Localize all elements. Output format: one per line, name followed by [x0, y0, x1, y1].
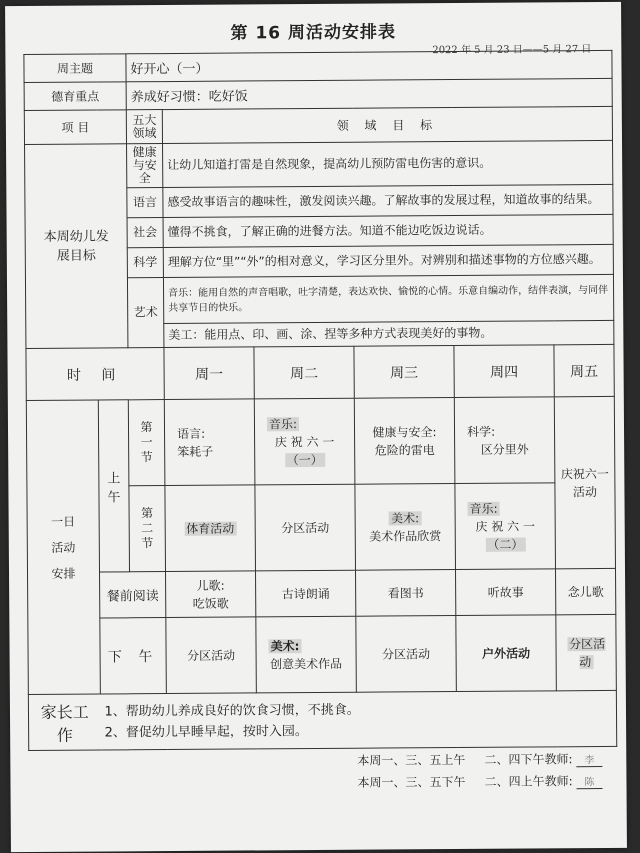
thu-p1-subject: 科学: — [467, 424, 496, 439]
tue-p2-topic: 分区活动 — [281, 520, 330, 535]
wed-p1-subject: 健康与安全: — [372, 424, 437, 440]
teacher-1-text2: 二、四下午教师: — [484, 752, 573, 767]
moral-label: 德育重点 — [24, 82, 126, 111]
wed-reading: 看图书 — [356, 570, 456, 617]
thu-p2-topic: 庆 祝 六 一 — [475, 518, 535, 534]
goal-society: 懂得不挑食，了解正确的进餐方法。知道不能边吃饭边说话。 — [163, 214, 613, 247]
wed-pm: 分区活动 — [356, 616, 457, 693]
schedule-table — [23, 50, 617, 751]
theme-label: 周主题 — [24, 54, 126, 83]
mon-p1-subject: 语言: — [177, 426, 206, 441]
theme-value: 好开心（一） — [126, 50, 612, 81]
fri-pm — [556, 614, 617, 690]
thu-p1 — [454, 397, 555, 484]
tue-p1-sub: （一） — [286, 452, 323, 467]
day-wednesday: 周三 — [354, 346, 454, 399]
fri-reading: 念儿歌 — [556, 568, 616, 614]
parent-items — [100, 690, 616, 750]
period-1-label: 第一节 — [128, 400, 165, 486]
area-art: 艺术 — [127, 278, 163, 348]
area-science: 科学 — [127, 248, 163, 278]
parent-label: 家长工作 — [28, 694, 100, 751]
tue-p1 — [254, 398, 355, 485]
day-activity-label: 一日活动安排 — [26, 400, 100, 694]
mon-reading-line2: 吃饭歌 — [192, 596, 229, 611]
wed-p2-topic: 美术作品欣赏 — [369, 528, 442, 544]
tue-pm — [256, 616, 357, 693]
goals-header: 领 域 目 标 — [162, 106, 612, 143]
tue-pm-topic: 创意美术作品 — [270, 656, 343, 671]
period-2-label: 第二节 — [129, 486, 166, 572]
area-health: 健康与安全 — [127, 144, 163, 188]
area-language: 语言 — [127, 188, 163, 218]
tue-p2 — [255, 484, 356, 571]
afternoon-label: 下 午 — [100, 618, 167, 694]
goal-music: 音乐：能用自然的声音唱歌，吐字清楚，表达欢快、愉悦的心情。乐意自编动作，结伴表演，与同伴共享节日的快乐。 — [163, 274, 613, 323]
reading-label: 餐前阅读 — [100, 572, 166, 618]
area-society: 社会 — [127, 218, 163, 248]
teacher-2-text: 本周一、三、五下午 — [357, 774, 466, 790]
tue-reading: 古诗朗诵 — [256, 570, 356, 617]
tue-p1-topic: 庆 祝 六 一 — [274, 434, 335, 449]
fri-morning: 庆祝六一活动 — [554, 396, 615, 568]
tue-pm-subject: 美术: — [270, 638, 300, 653]
tue-p1-subject: 音乐: — [268, 416, 298, 431]
goal-science: 理解方位“里”“外”的相对意义，学习区分里外。对辨别和描述事物的方位感兴趣。 — [163, 244, 613, 277]
teacher-1-text: 本周一、三、五上午 — [357, 752, 466, 768]
teacher-line-2 — [357, 772, 602, 791]
moral-value: 养成好习惯：吃好饭 — [126, 78, 612, 109]
teacher-1-signature: 李 — [576, 751, 602, 767]
item-header: 项 目 — [24, 110, 126, 145]
wed-p1-topic: 危险的雷电 — [374, 442, 435, 458]
five-areas-header: 五大领域 — [126, 110, 162, 144]
wed-p1 — [354, 398, 455, 485]
time-label: 时 间 — [26, 348, 164, 401]
goal-language: 感受故事语言的趣味性，激发阅读兴趣。了解故事的发展过程，知道故事的结果。 — [163, 184, 613, 217]
day-thursday: 周四 — [454, 345, 554, 398]
teacher-2-signature: 陈 — [576, 773, 602, 789]
weekly-goals-label: 本周幼儿发展目标 — [25, 144, 128, 349]
day-friday: 周五 — [554, 344, 614, 396]
thu-p2 — [455, 483, 556, 570]
wed-p2-subject: 美术: — [391, 510, 420, 525]
fri-pm-topic: 分区活动 — [568, 636, 606, 669]
mon-p1-topic: 笨耗子 — [177, 444, 214, 459]
mon-p2-topic: 体育活动 — [186, 521, 235, 536]
thu-p1-topic: 区分里外 — [480, 442, 529, 457]
goal-health: 让幼儿知道打雷是自然现象，提高幼儿预防雷电伤害的意识。 — [163, 140, 613, 187]
parent-item-2: 2、督促幼儿早睡早起，按时入园。 — [104, 723, 308, 740]
mon-p2 — [165, 485, 256, 572]
thu-reading: 听故事 — [456, 569, 556, 616]
teacher-2-text2: 二、四上午教师: — [484, 774, 573, 789]
date-range: 2022 年 5 月 23 日——5 月 27 日 — [432, 44, 592, 57]
thu-pm: 户外活动 — [456, 615, 557, 692]
wed-p2 — [355, 484, 456, 571]
thu-p2-sub: （二） — [487, 537, 524, 552]
page-title: 第 16 周活动安排表 — [230, 22, 397, 44]
mon-pm: 分区活动 — [166, 617, 257, 694]
schedule-sheet — [5, 2, 627, 852]
parent-item-1: 1、帮助幼儿养成良好的饮食习惯，不挑食。 — [104, 702, 360, 719]
day-monday: 周一 — [164, 347, 254, 400]
goal-art: 美工：能用点、印、画、涂、捏等多种方式表现美好的事物。 — [164, 320, 614, 347]
mon-reading — [166, 571, 256, 618]
thu-p2-subject: 音乐: — [469, 501, 498, 516]
mon-p1 — [164, 399, 255, 486]
morning-label: 上午 — [98, 400, 129, 572]
day-tuesday: 周二 — [254, 346, 354, 399]
teacher-line-1 — [357, 750, 602, 769]
mon-reading-line1: 儿歌: — [196, 578, 225, 593]
